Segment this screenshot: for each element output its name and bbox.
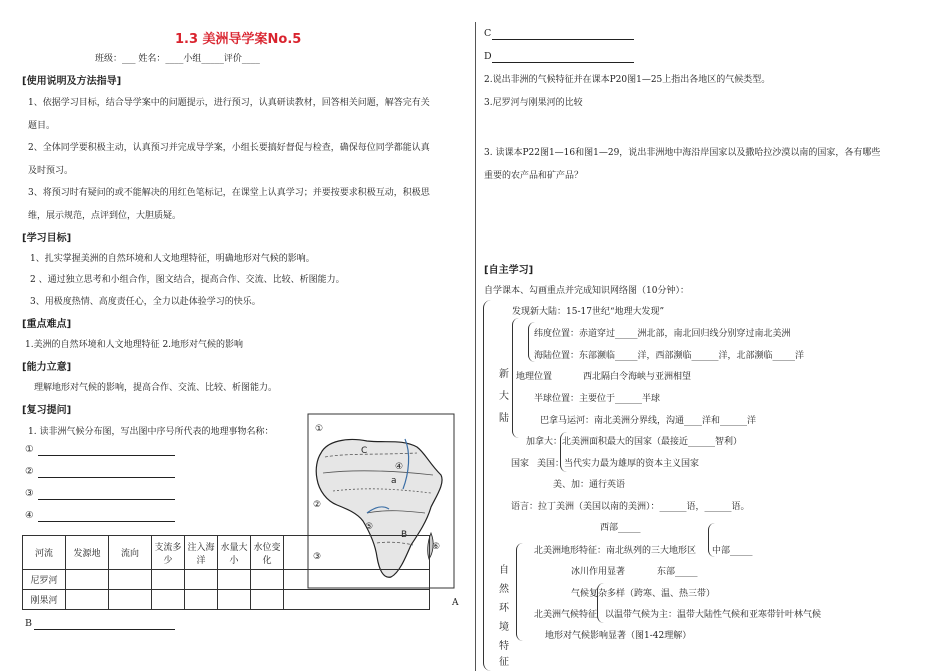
table-header: 发源地 xyxy=(66,536,109,570)
answer-blank[interactable] xyxy=(38,499,175,500)
brace xyxy=(512,318,519,438)
table-cell[interactable] xyxy=(218,570,251,590)
table-header: 水位变化 xyxy=(251,536,284,570)
answer-blank[interactable] xyxy=(38,477,175,478)
network-item: 海陆位置：东部濒临_____洋，西部濒临______洋，北部濒临_____洋 xyxy=(534,351,805,361)
river-comparison-table xyxy=(22,535,430,610)
svg-text:①: ① xyxy=(315,424,324,434)
svg-text:④: ④ xyxy=(395,462,404,472)
page-title: 1.3 美洲导学案No.5 xyxy=(175,32,302,47)
question-2: 2.说出非洲的气候特征并在课本P20图1—25上指出各地区的气候类型。 xyxy=(484,75,771,85)
table-cell[interactable] xyxy=(152,570,185,590)
table-cell[interactable] xyxy=(185,590,218,610)
table-cell[interactable] xyxy=(152,590,185,610)
question-4: 3. 读课本P22图1—16和图1—29，说出非洲地中海沿岸国家以及撒哈拉沙漠以南的国家，各有哪些 xyxy=(484,148,881,158)
table-cell[interactable] xyxy=(284,570,430,590)
vertical-label: 新 xyxy=(499,369,509,380)
network-item: 东部_____ xyxy=(657,567,698,577)
network-item: 中部_____ xyxy=(712,546,753,556)
table-header: 水量大小 xyxy=(218,536,251,570)
network-item: 地理位置 xyxy=(516,372,553,382)
table-cell[interactable] xyxy=(218,590,251,610)
vertical-label: 境 xyxy=(499,622,509,633)
network-item: 西北隔白令海峡与亚洲相望 xyxy=(583,372,692,382)
network-item: 发现新大陆：15-17世纪“地理大发现” xyxy=(512,307,665,317)
answer-label-1: ① xyxy=(25,444,34,455)
network-item: 美、加：通行英语 xyxy=(553,480,626,490)
goal-line: 3、用极度热情、高度责任心，全力以赴体验学习的快乐。 xyxy=(30,297,261,307)
table-header: 河流 xyxy=(23,536,66,570)
network-item: 西部_____ xyxy=(600,523,641,533)
brace xyxy=(597,583,604,623)
network-item: 冰川作用显著 xyxy=(571,567,626,577)
key-heading: [重点难点] xyxy=(22,319,72,330)
network-item: 地形对气候影响显著（图1-42理解） xyxy=(545,631,692,641)
review-heading: [复习提问] xyxy=(22,405,72,416)
answer-label-4: ④ xyxy=(25,510,34,521)
network-item: 巴拿马运河：南北美洲分界线，沟通____洋和______洋 xyxy=(540,416,757,426)
usage-heading: [使用说明及方法指导] xyxy=(22,76,122,87)
network-item: 气候复杂多样（跨寒、温、热三带） xyxy=(571,589,716,599)
map-letter-c: C xyxy=(361,446,368,456)
vertical-label: 征 xyxy=(499,657,509,668)
brace xyxy=(528,322,535,362)
answer-blank[interactable] xyxy=(38,521,175,522)
table-cell[interactable] xyxy=(66,570,109,590)
network-item: 北美洲地形特征：南北纵列的三大地形区 xyxy=(534,546,697,556)
table-header: 支流多少 xyxy=(152,536,185,570)
answer-label-d: D xyxy=(484,51,492,62)
usage-line: 及时预习。 xyxy=(28,166,74,176)
vertical-label: 然 xyxy=(499,584,509,595)
table-header: 流向 xyxy=(109,536,152,570)
review-question-1: 1. 读非洲气候分布图，写出图中序号所代表的地理事物名称： xyxy=(28,427,274,437)
answer-label-b: B xyxy=(25,618,32,629)
ability-heading: [能力立意] xyxy=(22,362,72,373)
brace xyxy=(483,300,492,671)
key-points: 1.美洲的自然环境和人文地理特征 2.地形对气候的影响 xyxy=(25,340,244,350)
answer-blank[interactable] xyxy=(492,62,634,63)
table-row-label: 刚果河 xyxy=(23,590,66,610)
svg-text:②: ② xyxy=(313,500,322,510)
student-info-line: 班级：___ 姓名：____小组_____评价____ xyxy=(95,54,260,64)
table-cell[interactable] xyxy=(109,570,152,590)
goal-line: 1、扎实掌握美洲的自然环境和人文地理特征，明确地形对气候的影响。 xyxy=(30,254,315,264)
network-item: 加拿大：北美洲面积最大的国家（最接近______智利） xyxy=(526,437,743,447)
self-study-heading: [自主学习] xyxy=(484,265,534,276)
table-cell[interactable] xyxy=(251,570,284,590)
table-cell[interactable] xyxy=(66,590,109,610)
answer-label-2: ② xyxy=(25,466,34,477)
usage-line: 题目。 xyxy=(28,121,56,131)
usage-line: 维，展示规范，点评到位，大胆质疑。 xyxy=(28,211,182,221)
vertical-label: 大 xyxy=(499,391,509,402)
self-study-intro: 自学课本、勾画重点并完成知识网络图（10分钟）： xyxy=(484,286,689,296)
table-cell[interactable] xyxy=(251,590,284,610)
goal-line: 2 、通过独立思考和小组合作，图文结合，提高合作、交流、比较、析图能力。 xyxy=(30,275,345,285)
vertical-label: 特 xyxy=(499,641,509,652)
answer-label-c: C xyxy=(484,28,492,39)
ability-text: 理解地形对气候的影响，提高合作、交流、比较、析图能力。 xyxy=(34,383,278,393)
network-item: 纬度位置：赤道穿过_____洲北部，南北回归线分别穿过南北美洲 xyxy=(534,329,791,339)
map-letter-a: A xyxy=(452,598,459,608)
column-divider xyxy=(475,22,476,671)
answer-blank[interactable] xyxy=(38,455,175,456)
map-letter-b: B xyxy=(401,530,408,540)
answer-blank[interactable] xyxy=(34,629,175,630)
question-3: 3.尼罗河与刚果河的比较 xyxy=(484,98,583,108)
network-item: 以温带气候为主：温带大陆性气候和亚寒带针叶林气候 xyxy=(605,610,822,620)
goal-heading: [学习目标] xyxy=(22,233,72,244)
network-item: 语言：拉丁美洲（美国以南的美洲）：______语，______语。 xyxy=(511,502,750,512)
network-item: 半球位置：主要位于______半球 xyxy=(534,394,661,404)
answer-label-3: ③ xyxy=(25,488,34,499)
table-cell[interactable] xyxy=(284,590,430,610)
network-item: 国家 xyxy=(511,459,530,469)
brace xyxy=(560,432,567,472)
question-4-cont: 重要的农产品和矿产品？ xyxy=(484,171,584,181)
usage-line: 1、依据学习目标，结合导学案中的问题提示，进行预习，认真研读教材，回答相关问题，解答完有关 xyxy=(28,98,430,108)
vertical-label: 环 xyxy=(499,603,509,614)
vertical-label: 陆 xyxy=(499,413,509,424)
table-header: 注入海洋 xyxy=(185,536,218,570)
network-item: 美国：当代实力最为雄厚的资本主义国家 xyxy=(537,459,700,469)
answer-blank[interactable] xyxy=(492,39,634,40)
svg-text:⑥: ⑥ xyxy=(432,542,441,552)
usage-line: 2、全体同学要积极主动，认真预习并完成导学案，小组长要搞好督促与检查，确保每位同学都能认真 xyxy=(28,143,430,153)
svg-text:a: a xyxy=(391,476,397,486)
table-row-label: 尼罗河 xyxy=(23,570,66,590)
vertical-label: 自 xyxy=(499,565,509,576)
usage-line: 3、将预习时有疑问的或不能解决的用红色笔标记，在课堂上认真学习；并要按要求积极互动，积极思 xyxy=(28,188,430,198)
svg-text:⑤: ⑤ xyxy=(365,522,374,532)
network-item: 北美洲气候特征 xyxy=(534,610,598,620)
svg-text:③: ③ xyxy=(313,552,322,562)
table-cell[interactable] xyxy=(185,570,218,590)
brace xyxy=(516,543,523,641)
table-cell[interactable] xyxy=(109,590,152,610)
table-cell xyxy=(284,536,430,570)
